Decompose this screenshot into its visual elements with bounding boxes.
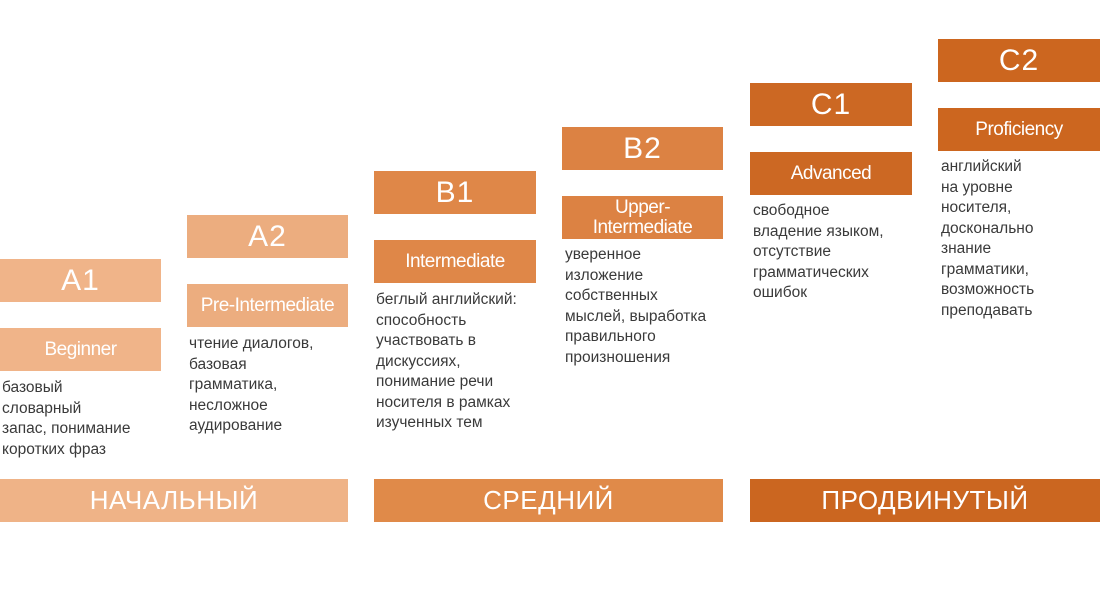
level-code-a1: A1: [0, 259, 161, 302]
level-code-c2: C2: [938, 39, 1100, 82]
level-name-c2: Proficiency: [938, 108, 1100, 151]
level-description-c1: свободное владение языком, отсутствие грамматических ошибок: [753, 202, 884, 301]
level-description-b1: беглый английский: способность участвовать в дискуссиях, понимание речи носителя в рамках изученных тем: [376, 291, 517, 431]
level-name-a1: Beginner: [0, 328, 161, 371]
level-description-a2: чтение диалогов, базовая грамматика, несложное аудирование: [189, 335, 314, 434]
band-advanced-group: ПРОДВИНУТЫЙ: [750, 479, 1100, 522]
band-intermediate-group: СРЕДНИЙ: [374, 479, 723, 522]
level-name-b1: Intermediate: [374, 240, 536, 283]
level-name-a2: Pre-Intermediate: [187, 284, 348, 327]
level-code-a2: A2: [187, 215, 348, 258]
band-beginner-group: НАЧАЛЬНЫЙ: [0, 479, 348, 522]
level-code-b2: B2: [562, 127, 723, 170]
level-code-c1: C1: [750, 83, 912, 126]
level-description-a1: базовый словарный запас, понимание коротких фраз: [2, 379, 131, 458]
level-description-c2: английский на уровне носителя, досконально знание грамматики, возможность преподавать: [941, 158, 1035, 319]
level-description-b2: уверенное изложение собственных мыслей, выработка правильного произношения: [565, 246, 707, 366]
level-name-c1: Advanced: [750, 152, 912, 195]
level-name-b2: Upper- Intermediate: [562, 196, 723, 239]
level-code-b1: B1: [374, 171, 536, 214]
